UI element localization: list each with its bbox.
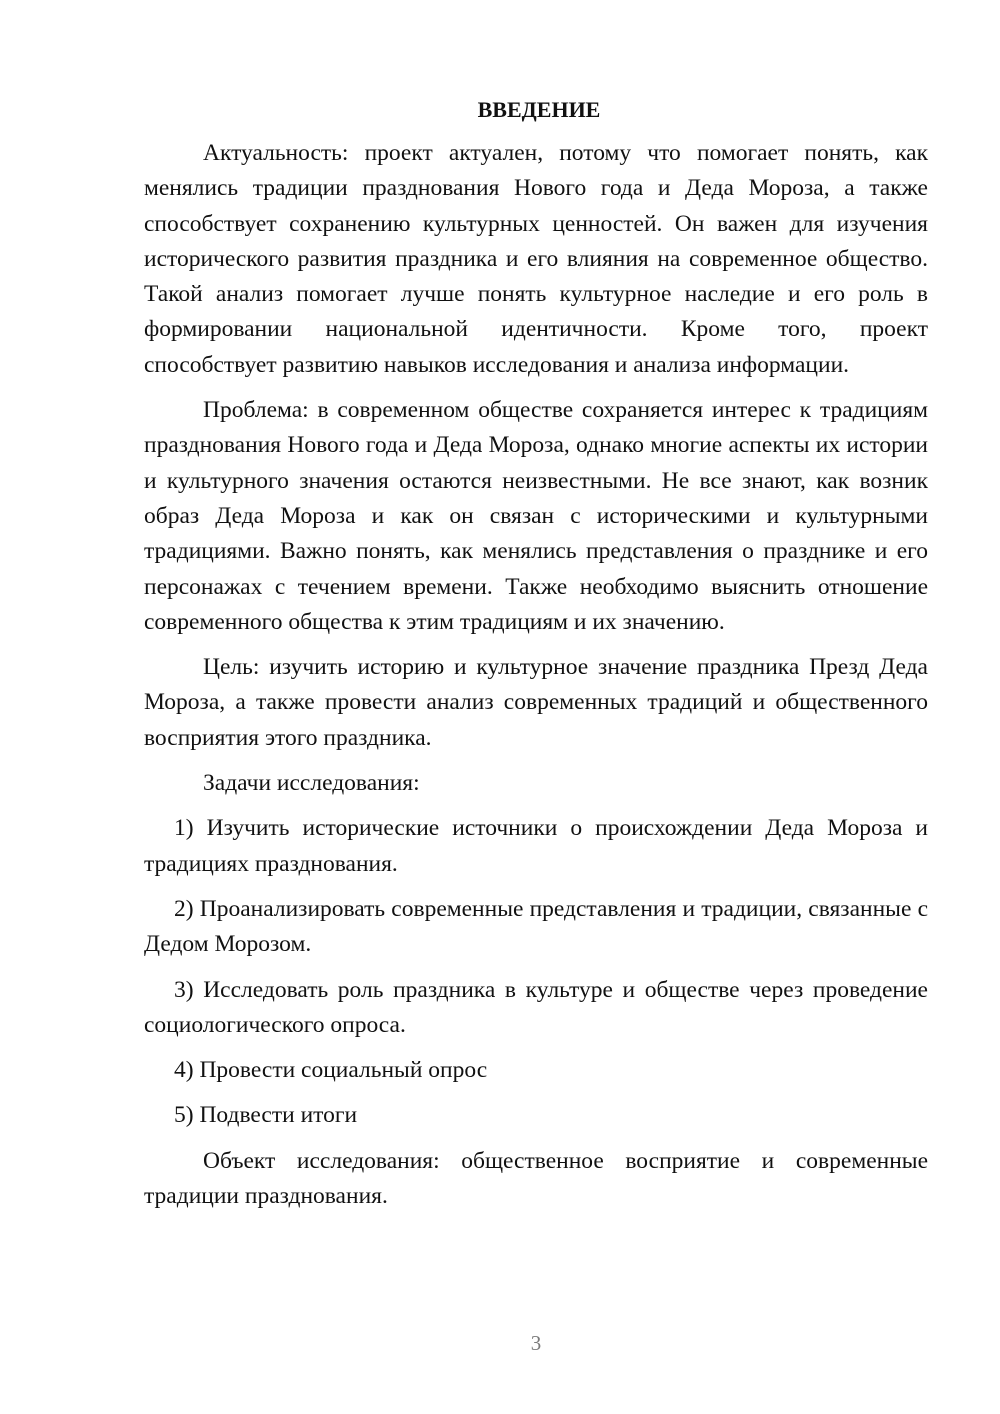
task-item-4: 4) Провести социальный опрос bbox=[174, 1057, 488, 1084]
task-item-5: 5) Подвести итоги bbox=[174, 1102, 358, 1129]
relevance-paragraph: Актуальность: проект актуален, потому что помогает понять, как менялись традиции празднования Нового года и Деда Мороза, а также способствует сохранению культурных ценностей. Он важен для изучения исторического развития праздника и его влияния на современное общество. Такой анализ помогает лучше понять культурное наследие и его роль в формировании национальной идентичности. Кроме того, проект способствует развитию навыков исследования и анализа информации. bbox=[144, 140, 928, 378]
section-title: ВВЕДЕНИЕ bbox=[477, 97, 601, 122]
task-item-3: 3) Исследовать роль праздника в культуре и обществе через проведение социологического опроса. bbox=[144, 976, 928, 1038]
task-item-2: 2) Проанализировать современные представления и традиции, связанные с Дедом Морозом. bbox=[144, 895, 928, 958]
object-paragraph: Объект исследования: общественное восприятие и современные традиции празднования. bbox=[144, 1147, 928, 1210]
problem-paragraph: Проблема: в современном обществе сохраняется интерес к традициям празднования Нового года и Деда Мороза, однако многие аспекты их истории и культурного значения остаются неизвестными. Не все знают, как возник образ Деда Мороза и как он связан с историческими и культурными традициями. Важно понять, как менялись представления о празднике и его персонажах с течением времени. Также необходимо выяснить отношение современного общества к этим традициям и их значению. bbox=[144, 397, 928, 635]
page-content bbox=[144, 92, 928, 1224]
page-number: 3 bbox=[530, 1331, 542, 1355]
task-item-1: 1) Изучить исторические источники о происхождении Деда Мороза и традициях празднования. bbox=[144, 815, 928, 877]
goal-paragraph: Цель: изучить историю и культурное значение праздника Презд Деда Мороза, а также провести анализ современных традиций и общественного восприятия этого праздника. bbox=[144, 654, 928, 751]
tasks-heading: Задачи исследования: bbox=[203, 770, 420, 797]
